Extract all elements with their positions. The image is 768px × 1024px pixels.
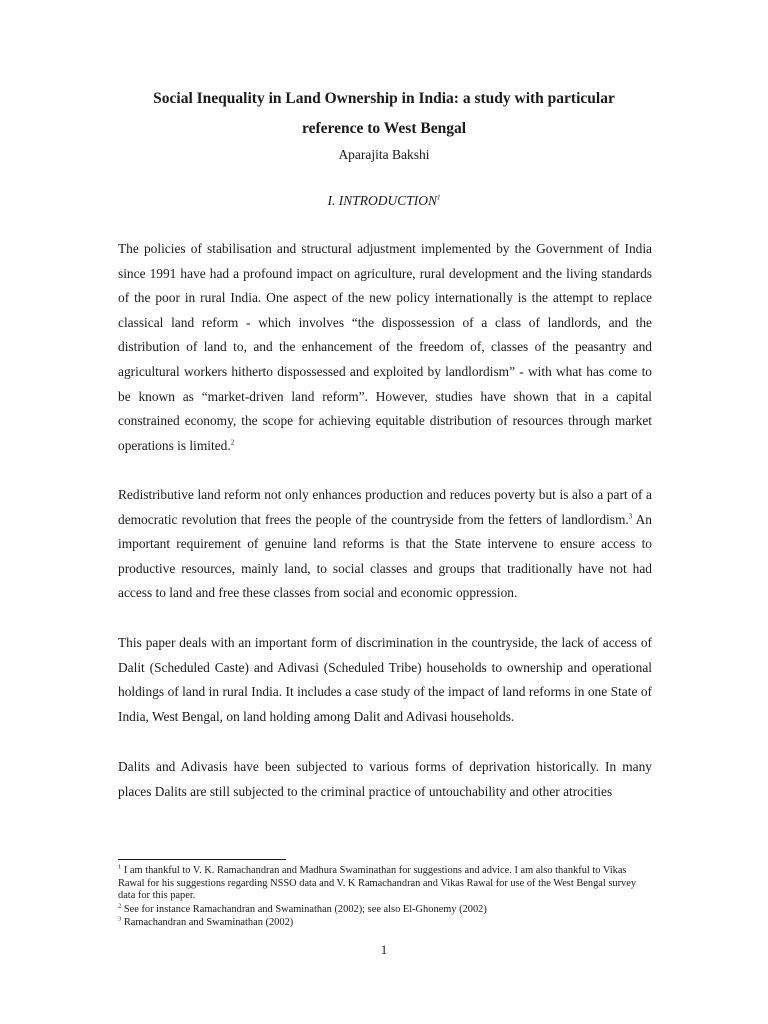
footnote-3-number: 3 xyxy=(118,915,122,923)
footnote-ref-2: 2 xyxy=(230,438,235,447)
paragraph-2-text-b: An important requirement of genuine land reforms is that the State intervene to ensure access to productive resources, mainly land, to social classes and groups that traditionally have not had access to land and free these classes from social and economic oppression. xyxy=(118,511,652,601)
paragraph-2-text-a: Redistributive land reform not only enhances production and reduces poverty but is also a part of a democratic revolution that frees the people of the countryside from the fetters of landlordism. xyxy=(118,487,652,527)
paragraph-2 xyxy=(118,483,652,606)
author-name: Aparajita Bakshi xyxy=(338,147,430,162)
footnote-1-text: I am thankful to V. K. Ramachandran and Madhura Swaminathan for suggestions and advice. I am also thankful to Vikas Rawal for his suggestions regarding NSSO data and V. K Ramachandran and Vikas Rawal for use of the West Bengal survey data for this paper. xyxy=(118,865,637,902)
section-heading-text: I. INTRODUCTION xyxy=(327,193,437,208)
footnote-3-text: Ramachandran and Swaminathan (2002) xyxy=(121,917,294,929)
footnote-1 xyxy=(118,865,654,903)
page-number: 1 xyxy=(380,942,388,957)
footnote-ref-1: 1 xyxy=(437,193,441,202)
paragraph-1 xyxy=(118,237,652,458)
paragraph-1-text: The policies of stabilisation and structural adjustment implemented by the Government of India since 1991 have had a profound impact on agriculture, rural development and the living standards of the poor in rural India. One aspect of the new policy internationally is the attempt to replace classical land reform - which involves “the dispossession of a class of landlords, and the distribution of land to, and the enhancement of the freedom of, classes of the peasantry and agricultural workers hitherto dispossessed and exploited by landlordism” - with what has come to be known as “market-driven land reform”. However, studies have shown that in a capital constrained economy, the scope for achieving equitable distribution of resources through market operations is limited. xyxy=(118,241,652,453)
paper-title-line-2: reference to West Bengal xyxy=(302,120,466,137)
footnotes xyxy=(118,865,654,931)
footnote-2-text: See for instance Ramachandran and Swaminathan (2002); see also El-Ghonemy (2002) xyxy=(121,903,487,915)
paragraph-4-text: Dalits and Adivasis have been subjected to various forms of deprivation historically. In many places Dalits are still subjected to the criminal practice of untouchability and other atrocities xyxy=(118,759,652,799)
paragraph-3 xyxy=(118,631,652,729)
paragraph-4 xyxy=(118,755,652,804)
footnote-2 xyxy=(118,904,654,917)
section-heading xyxy=(118,192,650,210)
paragraph-3-text: This paper deals with an important form of discrimination in the countryside, the lack of access of Dalit (Scheduled Caste) and Adivasi (Scheduled Tribe) households to ownership and operational holdings of land in rural India. It includes a case study of the impact of land reforms in one State of India, West Bengal, on land holding among Dalit and Adivasi households. xyxy=(118,635,652,724)
footnote-separator xyxy=(118,859,286,860)
footnote-2-number: 2 xyxy=(118,902,122,910)
footnote-ref-3: 3 xyxy=(628,512,633,521)
paper-title xyxy=(118,84,650,144)
footnote-1-number: 1 xyxy=(118,863,122,871)
paper-title-line-1: Social Inequality in Land Ownership in India: a study with particular xyxy=(153,90,615,107)
footnote-3 xyxy=(118,917,654,930)
